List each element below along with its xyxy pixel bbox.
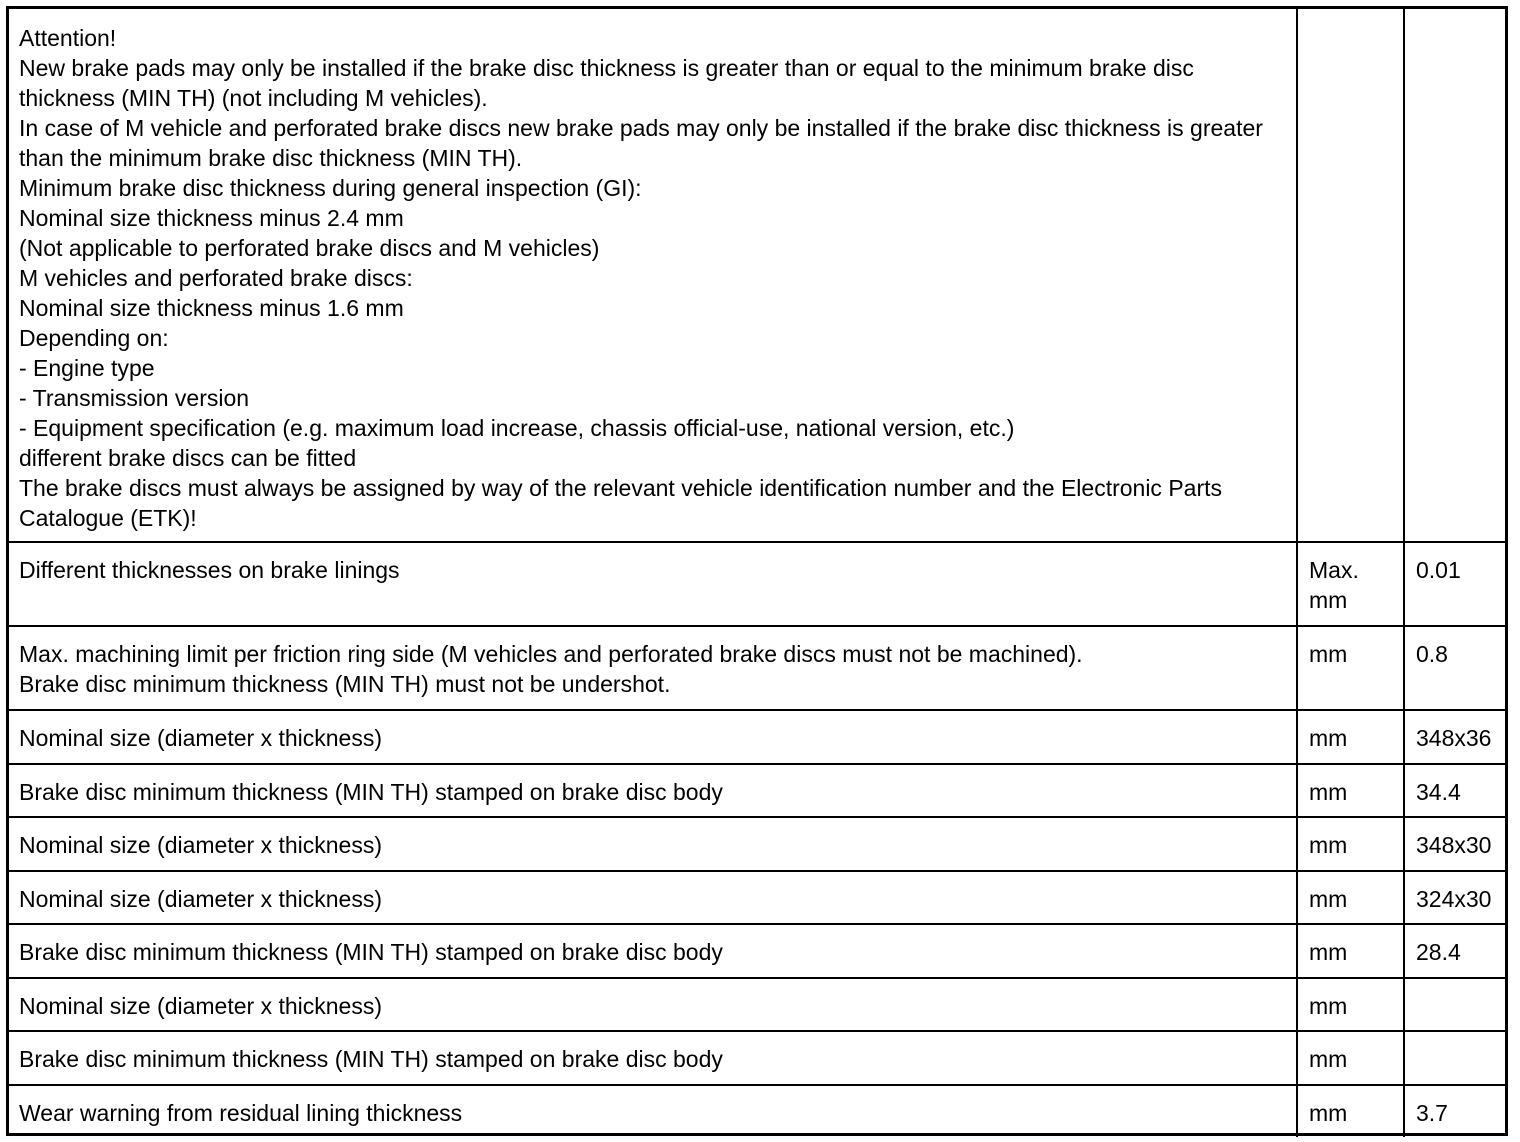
spec-value-text: 34.4 <box>1416 779 1461 805</box>
spec-unit <box>1297 817 1404 871</box>
spec-description-text: Different thicknesses on brake linings <box>19 557 400 583</box>
spec-description-text: Nominal size (diameter x thickness) <box>19 725 383 751</box>
spec-unit <box>1297 542 1404 626</box>
notice-line: Nominal size thickness minus 2.4 mm <box>19 205 404 231</box>
spec-description <box>9 764 1297 817</box>
spec-unit-text: Max. mm <box>1309 557 1359 613</box>
notice-line: Nominal size thickness minus 1.6 mm <box>19 295 404 321</box>
spec-value <box>1404 924 1505 978</box>
notice-line: In case of M vehicle and perforated brake discs new brake pads may only be installed if the brake disc thickness is greater than the minimum brake disc thickness (MIN TH). <box>19 115 1263 171</box>
notice-line: M vehicles and perforated brake discs: <box>19 265 413 291</box>
spec-description <box>9 817 1297 871</box>
spec-unit <box>1297 1031 1404 1085</box>
spec-value-text: 324x30 <box>1416 886 1492 912</box>
spec-unit <box>1297 626 1404 710</box>
spec-unit <box>1297 978 1404 1031</box>
notice-line: - Transmission version <box>19 385 250 411</box>
spec-value-text: 0.8 <box>1416 641 1448 667</box>
spec-description-text: Nominal size (diameter x thickness) <box>19 993 383 1019</box>
table-row <box>9 710 1505 764</box>
notice-line: The brake discs must always be assigned by way of the relevant vehicle identification number and the Electronic Parts Catalogue (ETK)! <box>19 475 1223 531</box>
table-row <box>9 924 1505 978</box>
spec-value <box>1404 871 1505 924</box>
spec-description <box>9 626 1297 710</box>
notice-line: Minimum brake disc thickness during general inspection (GI): <box>19 175 642 201</box>
table-row <box>9 764 1505 817</box>
spec-description <box>9 1085 1297 1137</box>
notice-line: Depending on: <box>19 325 169 351</box>
spec-value-text: 28.4 <box>1416 939 1461 965</box>
notice-heading: Attention! <box>19 25 117 51</box>
spec-description-text: Wear warning from residual lining thickness <box>19 1100 463 1126</box>
spec-unit <box>1297 871 1404 924</box>
spec-unit-text: mm <box>1309 886 1348 912</box>
spec-document <box>6 6 1508 1136</box>
spec-value-text: 348x30 <box>1416 832 1492 858</box>
spec-value <box>1404 1085 1505 1137</box>
spec-value-text: 0.01 <box>1416 557 1461 583</box>
spec-value <box>1404 817 1505 871</box>
notice-cell <box>9 9 1297 542</box>
spec-value <box>1404 978 1505 1031</box>
spec-description-text: Max. machining limit per friction ring side (M vehicles and perforated brake discs must not be machined). Brake disc minimum thickness (MIN TH) must not be undershot. <box>19 641 1083 697</box>
spec-unit-text: mm <box>1309 779 1348 805</box>
spec-description-text: Brake disc minimum thickness (MIN TH) stamped on brake disc body <box>19 1046 723 1072</box>
table-row <box>9 817 1505 871</box>
spec-value <box>1404 542 1505 626</box>
table-row <box>9 542 1505 626</box>
spec-unit-text: mm <box>1309 993 1348 1019</box>
notice-line: New brake pads may only be installed if the brake disc thickness is greater than or equal to the minimum brake disc thickness (MIN TH) (not including M vehicles). <box>19 55 1194 111</box>
spec-unit <box>1297 764 1404 817</box>
spec-value <box>1404 710 1505 764</box>
spec-unit-text: mm <box>1309 725 1348 751</box>
table-row <box>9 871 1505 924</box>
spec-description-text: Nominal size (diameter x thickness) <box>19 886 383 912</box>
spec-value <box>1404 1031 1505 1085</box>
spec-description <box>9 978 1297 1031</box>
spec-value <box>1404 764 1505 817</box>
spec-description-text: Nominal size (diameter x thickness) <box>19 832 383 858</box>
table-row <box>9 626 1505 710</box>
notice-line: (Not applicable to perforated brake discs and M vehicles) <box>19 235 600 261</box>
table-row <box>9 1085 1505 1137</box>
spec-description <box>9 1031 1297 1085</box>
spec-description-text: Brake disc minimum thickness (MIN TH) stamped on brake disc body <box>19 779 723 805</box>
notice-unit-cell <box>1297 9 1404 542</box>
spec-description <box>9 542 1297 626</box>
spec-description <box>9 924 1297 978</box>
spec-unit <box>1297 710 1404 764</box>
spec-value-text: 348x36 <box>1416 725 1492 751</box>
spec-unit-text: mm <box>1309 1100 1348 1126</box>
notice-line: - Engine type <box>19 355 155 381</box>
spec-value-text: 3.7 <box>1416 1100 1448 1126</box>
spec-unit-text: mm <box>1309 939 1348 965</box>
spec-value <box>1404 626 1505 710</box>
spec-description-text: Brake disc minimum thickness (MIN TH) stamped on brake disc body <box>19 939 723 965</box>
table-row <box>9 978 1505 1031</box>
spec-table <box>9 9 1505 1137</box>
spec-unit-text: mm <box>1309 832 1348 858</box>
table-row <box>9 1031 1505 1085</box>
spec-unit <box>1297 1085 1404 1137</box>
notice-row <box>9 9 1505 542</box>
spec-unit-text: mm <box>1309 641 1348 667</box>
spec-unit-text: mm <box>1309 1046 1348 1072</box>
notice-line: - Equipment specification (e.g. maximum load increase, chassis official-use, national version, etc.) <box>19 415 1015 441</box>
spec-unit <box>1297 924 1404 978</box>
spec-description <box>9 710 1297 764</box>
spec-description <box>9 871 1297 924</box>
notice-line: different brake discs can be fitted <box>19 445 357 471</box>
notice-value-cell <box>1404 9 1505 542</box>
